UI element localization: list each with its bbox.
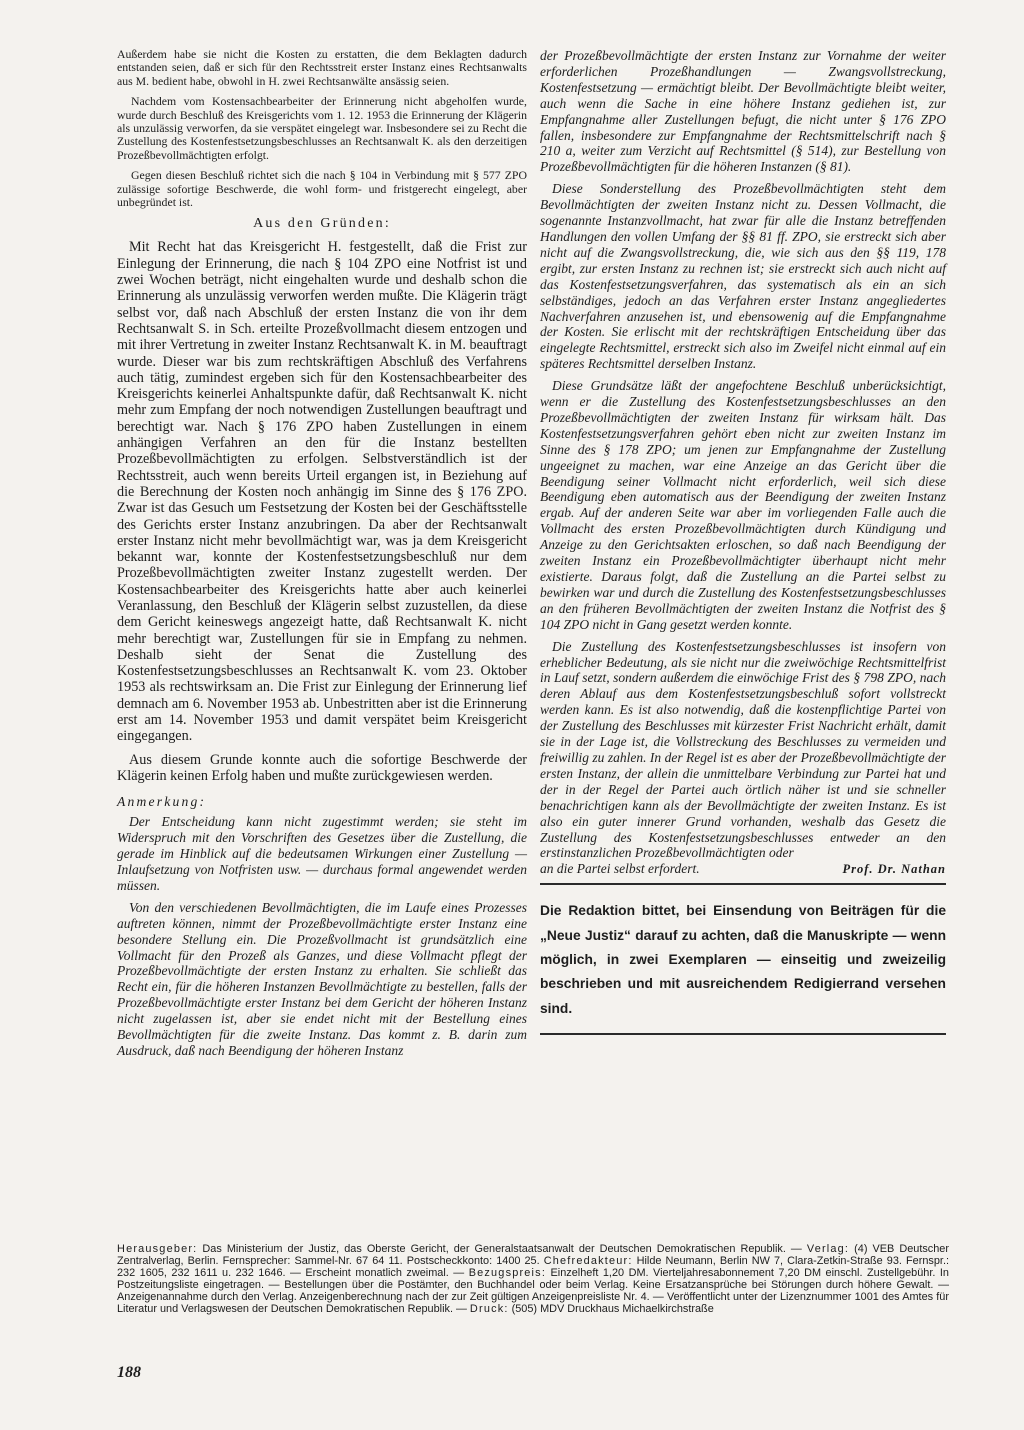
note-paragraph: Der Entscheidung kann nicht zugestimmt werden; sie steht im Widerspruch mit den Vorschriften des Gesetzes über die Zustellung, die gerade im Hinblick auf die bedeutsamen Wirkungen einer Zustellung — Inlaufsetzung von Notfristen usw. — durchaus formal angewendet werden müssen. — [117, 814, 527, 893]
imprint-text: (505) MDV Druckhaus Michaelkirchstraße — [508, 1303, 714, 1315]
imprint-label: Herausgeber: — [117, 1243, 198, 1255]
note-paragraph: Von den verschiedenen Bevollmächtigten, die im Laufe eines Prozesses auftreten können, nimmt der Prozeßbevollmächtigte erster Instanz eine besondere Stellung ein. Die Prozeßvollmacht ist grundsätzlich eine Vollmacht für den Prozeß als Ganzes, und diese Vollmacht pflegt der Prozeßbevollmächtigte der ersten Instanz zu erhalten. Sie schließt das Recht ein, für die höheren Instanzen Bevollmächtigte zu bestellen, falls der Prozeßbevollmächtigte erster Instanz bei dem Gericht der höheren Instanz nicht zugelassen ist, aber sie endet nicht mit der Bestellung eines Bevollmächtigten für die zweite Instanz. Das kommt z. B. darin zum Ausdruck, daß nach Beendigung der höheren Instanz — [117, 899, 527, 1058]
note-paragraph: der Prozeßbevollmächtigte der ersten Instanz zur Vornahme der weiter erforderlichen Prozeßhandlungen — Zwangsvollstreckung, Kostenfestsetzung — ermächtigt bleibt. Der Bevollmächtigte bleibt weiter, auch wenn die Sache in eine höhere Instanz gediehen ist, zur Empfangnahme aller Zustellungen befugt, die nicht unter § 176 ZPO fallen, insbesondere zur Empfangnahme der Rechtsmittelschrift nach § 210 a, weiter zum Verzicht auf Rechtsmittel (§ 514), zur Bestellung von Prozeßbevollmächtigten für die höheren Instanzen (§ 81). — [540, 48, 946, 175]
closing-line: an die Partei selbst erfordert. — [540, 861, 700, 877]
note-paragraph: Die Zustellung des Kostenfestsetzungsbeschlusses ist insofern von erheblicher Bedeutung, als sie nicht nur die zweiwöchige Rechtsmittelfrist in Lauf setzt, sondern außerdem die einwöchige Frist des § 798 ZPO, nach deren Ablauf aus dem Kostenfestsetzungsbeschluß sofort vollstreckt werden kann. Es ist also notwendig, daß die kostenpflichtige Partei von der Zustellung des Beschlusses mit kürzester Frist Nachricht erhält, damit sie in der Lage ist, die Vollstreckung des Beschlusses zu vermeiden und freiwillig zu zahlen. In der Regel ist es aber der Prozeßbevollmächtigte der ersten Instanz, der allein die unmittelbare Verbindung zur Partei hat und der in der Regel der Partei auch örtlich näher ist und sie schneller benachrichtigen kann als der Bevollmächtigte der zweiten Instanz. Es ist also ein guter innerer Grund vorhanden, weshalb das Gesetz die Zustellung des Kostenfestsetzungsbeschlusses entweder an den erstinstanzlichen Prozeßbevollmächtigten oder — [540, 638, 946, 861]
closing-row — [540, 861, 946, 877]
imprint-label: Chefredakteur: — [543, 1255, 633, 1267]
imprint-label: Druck: — [469, 1303, 509, 1315]
author-signature: Prof. Dr. Nathan — [842, 862, 946, 877]
page-number: 188 — [117, 1364, 141, 1381]
imprint-text: (4) VEB Deutscher Zentralverlag, Berlin. Fernsprecher: Sammel-Nr. 67 64 11. Postscheckkonto: 1400 25. — [117, 1243, 949, 1267]
intro-paragraph: Außerdem habe sie nicht die Kosten zu erstatten, die dem Beklagten dadurch entstanden seien, daß er sich für den Rechtsstreit erster Instanz eines Rechtsanwalts aus M. bedient habe, obwohl in H. zwei Rechtsanwälte ansässig seien. — [117, 47, 527, 88]
imprint-label: Bezugspreis: — [468, 1267, 547, 1279]
section-heading: Aus den Gründen: — [253, 216, 391, 232]
imprint-label: Verlag: — [806, 1243, 850, 1255]
imprint — [117, 1243, 949, 1315]
imprint-text: Das Ministerium der Justiz, das Oberste Gericht, der Generalstaatsanwalt der Deutschen Demokratischen Republik. — — [197, 1243, 807, 1255]
divider — [540, 883, 946, 885]
note-paragraph: Diese Grundsätze läßt der angefochtene Beschluß unberücksichtigt, wenn er die Zustellung des Kostenfestsetzungsbeschlusses an den Prozeßbevollmächtigten der zweiten Instanz für wirksam hält. Das Kostenfestsetzungsverfahren gehört eben nicht zur zweiten Instanz im Sinne des § 178 ZPO; um jenen zur Empfangnahme der Zustellung ungeeignet zu machen, war eine Anzeige an das Gericht über die Beendigung seiner Vollmacht nicht erforderlich, weil sich diese Beendigung eben automatisch aus der Beendigung der zweiten Instanz ergab. Auf der anderen Seite war aber im vorliegenden Falle auch die Vollmacht des ersten Prozeßbevollmächtigten durch Kündigung und Anzeige zu den Gerichtsakten erloschen, so daß nach Beendigung der zweiten Instanz ein Prozeßbevollmächtigter überhaupt nicht mehr existierte. Daraus folgt, daß die Zustellung an die Partei selbst zu bewirken war und durch die Zustellung des Kostenfestsetzungsbeschlusses an den früheren Bevollmächtigten der zweiten Instanz die Notfrist des § 104 ZPO nicht in Gang gesetzt werden konnte. — [540, 378, 946, 632]
intro-paragraph: Nachdem vom Kostensachbearbeiter der Erinnerung nicht abgeholfen wurde, wurde durch Beschluß des Kreisgerichts vom 1. 12. 1953 die Erinnerung der Klägerin als unzulässig verworfen, da sie verspätet eingelegt war. Insbesondere sei zu Recht die Zustellung des Kostenfestsetzungsbeschlusses an Rechtsanwalt K. als den derzeitigen Prozeßbevollmächtigten erfolgt. — [117, 94, 527, 162]
note-paragraph: Diese Sonderstellung des Prozeßbevollmächtigten steht dem Bevollmächtigten der zweiten Instanz nicht zu. Dessen Vollmacht, die sogenannte Instanzvollmacht, hat zwar für alle die Instanz betreffenden Handlungen den vollen Umfang der §§ 81 ff. ZPO, sie erstreckt sich aber nicht auf die Zwangsvollstreckung, die, wie sich aus den §§ 119, 178 ergibt, zur ersten Instanz zu rechnen ist; sie erstreckt sich auch nicht auf das Kostenfestsetzungsverfahren, das systematisch als ein an sich selbständiges, jedoch an das Verfahren erster Instanz angegliedertes Nachverfahren anzusehen ist, und ebensowenig auf die Empfangnahme der Kosten. Sie erlischt mit der rechtskräftigen Entscheidung über das eingelegte Rechtsmittel, erstreckt sich also im Zweifel nicht einmal auf ein späteres Rechtsmittel derselben Instanz. — [540, 181, 946, 372]
divider — [540, 1033, 946, 1035]
note-heading: Anmerkung: — [117, 794, 207, 810]
grounds-paragraph: Mit Recht hat das Kreisgericht H. festgestellt, daß die Frist zur Einlegung der Erinnerung, die nach § 104 ZPO eine Notfrist ist und zwei Wochen beträgt, nicht eingehalten wurde und deshalb schon die Erinnerung als unzulässig verworfen werden mußte. Die Klägerin trägt selbst vor, daß nach Abschluß der ersten Instanz die von ihr dem Rechtsanwalt S. in Sch. erteilte Prozeßvollmacht diesem entzogen und mit ihrer Vertretung in zweiter Instanz Rechtsanwalt K. in M. beauftragt wurde. Dieser war bis zum rechtskräftigen Abschluß des Verfahrens auch tätig, zumindest ergeben sich für den Kostensachbearbeiter des Kreisgerichts keinerlei Anhaltspunkte dafür, daß Rechtsanwalt K. nicht mehr zum Empfang der noch notwendigen Zustellungen beauftragt und berechtigt war. Nach § 176 ZPO haben Zustellungen in einem anhängigen Verfahren an den für die Instanz bestellten Prozeßbevollmächtigten zu erfolgen. Selbstverständlich ist der Rechtsstreit, auch wenn bereits Urteil ergangen ist, in Beziehung auf die Berechnung der Kosten noch anhängig im Sinne des § 176 ZPO. Zwar ist das Gesuch um Festsetzung der Kosten bei der Geschäftsstelle des Gerichts erster Instanz anzubringen. Da aber der Rechtsanwalt erster Instanz nicht mehr bevollmächtigt war, was ja dem Kreisgericht bekannt war, konnte der Kostenfestsetzungsbeschluß nur dem Prozeßbevollmächtigten zweiter Instanz zugestellt werden. Der Kostensachbearbeiter des Kreisgerichts hatte aber auch keinerlei Veranlassung, den Beschluß der Klägerin selbst zuzustellen, da diese dem Gericht keineswegs angezeigt hatte, daß Rechtsanwalt K. nicht mehr berechtigt war, Zustellungen für sie in Empfang zu nehmen. Deshalb sieht der Senat die Zustellung des Kostenfestsetzungsbeschlusses an Rechtsanwalt K. vom 23. Oktober 1953 als rechtswirksam an. Die Frist zur Einlegung der Erinnerung lief demnach am 6. November 1953 ab. Unbestritten aber ist die Erinnerung erst am 14. November 1953 und damit verspätet beim Kreisgericht eingegangen. — [117, 239, 527, 745]
imprint-text: Hilde Neumann, Berlin NW 7, Clara-Zetkin-Straße 93. Fernspr.: 232 1605, 232 1611 u. 232 1646. — Erscheint monatlich zweimal. — — [117, 1255, 949, 1279]
left-column — [117, 48, 527, 1065]
intro-paragraph: Gegen diesen Beschluß richtet sich die nach § 104 in Verbindung mit § 577 ZPO zulässige sofortige Beschwerde, die wohl form- und fristgerecht eingelegt, aber unbegründet ist. — [117, 168, 527, 210]
editorial-notice: Die Redaktion bittet, bei Einsendung von Beiträgen für die „Neue Justiz“ darauf zu achten, daß die Manuskripte — wenn möglich, in zwei Exemplaren — einseitig und zweizeilig beschrieben und mit ausreichendem Redigierrand versehen sind. — [540, 903, 946, 1016]
imprint-text: Einzelheft 1,20 DM. Vierteljahresabonnement 7,20 DM einschl. Zustellgebühr. In Postzeitungsliste eingetragen. — Bestellungen über die Postämter, den Buchhandel oder beim Verlag. Keine Ersatzansprüche bei Störungen durch höhere Gewalt. — Anzeigenannahme durch den Verlag. Anzeigenberechnung nach der zur Zeit gültigen Anzeigenpreisliste Nr. 4. — Veröffentlicht unter der Lizenznummer 1001 des Amtes für Literatur und Verlagswesen der Deutschen Demokratischen Republik. — — [117, 1267, 949, 1315]
grounds-paragraph: Aus diesem Grunde konnte auch die sofortige Beschwerde der Klägerin keinen Erfolg haben und mußte zurückgewiesen werden. — [117, 751, 527, 784]
right-column — [540, 48, 946, 1035]
